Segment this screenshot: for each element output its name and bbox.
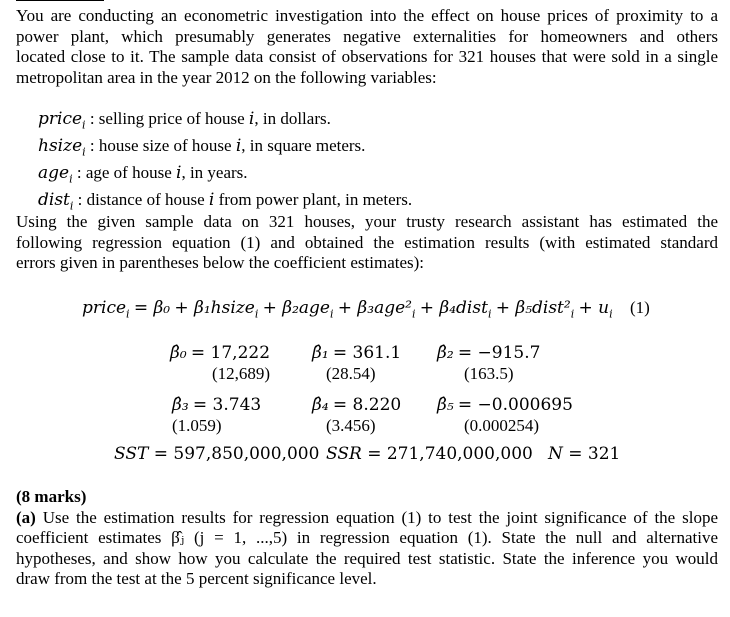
se-b2: (163.5) — [464, 364, 514, 383]
ssr-statistic: SSR = 271,740,000,000 — [326, 444, 533, 464]
question-line-1: (a) Use the estimation results for regression equation (1) to test the joint significance of the slope — [16, 507, 718, 527]
variable-hsize: hsize$_i$ : house size of house i, in square meters. — [38, 135, 366, 159]
estimate-b3: β̂₃ = 3.743 — [172, 395, 262, 415]
variable-age: age$_i$ : age of house i, in years. — [38, 162, 248, 186]
intro-line-2: power plant, which presumably generates negative externalities for homeowners and others — [16, 26, 718, 46]
se-b3: (1.059) — [172, 416, 222, 435]
using-paragraph — [16, 212, 718, 274]
estimate-b5: β̂₅ = −0.000695 — [437, 395, 573, 415]
using-line-3: errors given in parentheses below the coefficient estimates): — [16, 253, 425, 272]
regression-equation: price$_i$ = β₀ + β₁hsize$_i$ + $\beta_2age_i + \beta_3age^2_i$ + β₄dist$_i$ + $\beta_5dist^2_i + u_i$ — [82, 298, 613, 321]
sst-statistic: SST = 597,850,000,000 — [114, 444, 320, 464]
question-line-4: draw from the test at the 5 percent significance level. — [16, 569, 377, 588]
se-b4: (3.456) — [326, 416, 376, 435]
question-block — [16, 487, 718, 590]
se-b5: (0.000254) — [464, 416, 540, 435]
question-line-3: hypotheses, and show how you calculate the required test statistic. State the inference you would — [16, 548, 718, 568]
sample-size: N = 321 — [548, 444, 621, 464]
equation-number: (1) — [630, 298, 650, 317]
variable-price: price$_i$ : selling price of house i, in dollars. — [38, 109, 331, 132]
estimate-b1: β̂₁ = 361.1 — [312, 343, 402, 363]
using-line-2: following regression equation (1) and obtained the estimation results (with estimated standard — [16, 232, 718, 252]
estimate-b4: β̂₄ = 8.220 — [312, 395, 402, 415]
estimate-b2: β̂₂ = −915.7 — [437, 343, 541, 363]
top-rule — [16, 0, 104, 1]
variable-dist: dist$_i$ : distance of house i from power plant, in meters. — [38, 189, 413, 213]
se-b0: (12,689) — [212, 364, 271, 383]
question-line-2: coefficient estimates β̂ⱼ (j = 1, ...,5) in regression equation (1). State the null and alternative — [16, 528, 718, 547]
intro-line-1: You are conducting an econometric investigation into the effect on house prices of proximity to a — [16, 6, 718, 25]
using-line-1: Using the given sample data on 321 houses, your trusty research assistant has estimated the — [16, 212, 718, 231]
marks-label: (8 marks) — [16, 487, 87, 506]
intro-line-4: metropolitan area in the year 2012 on the following variables: — [16, 67, 437, 87]
intro-line-3: located close to it. The sample data consist of observations for 321 houses that were sold in a single — [16, 47, 718, 66]
se-b1: (28.54) — [326, 364, 376, 383]
variable-definitions — [38, 109, 412, 217]
estimate-b0: β̂₀ = 17,222 — [170, 343, 271, 363]
intro-paragraph — [16, 6, 718, 88]
